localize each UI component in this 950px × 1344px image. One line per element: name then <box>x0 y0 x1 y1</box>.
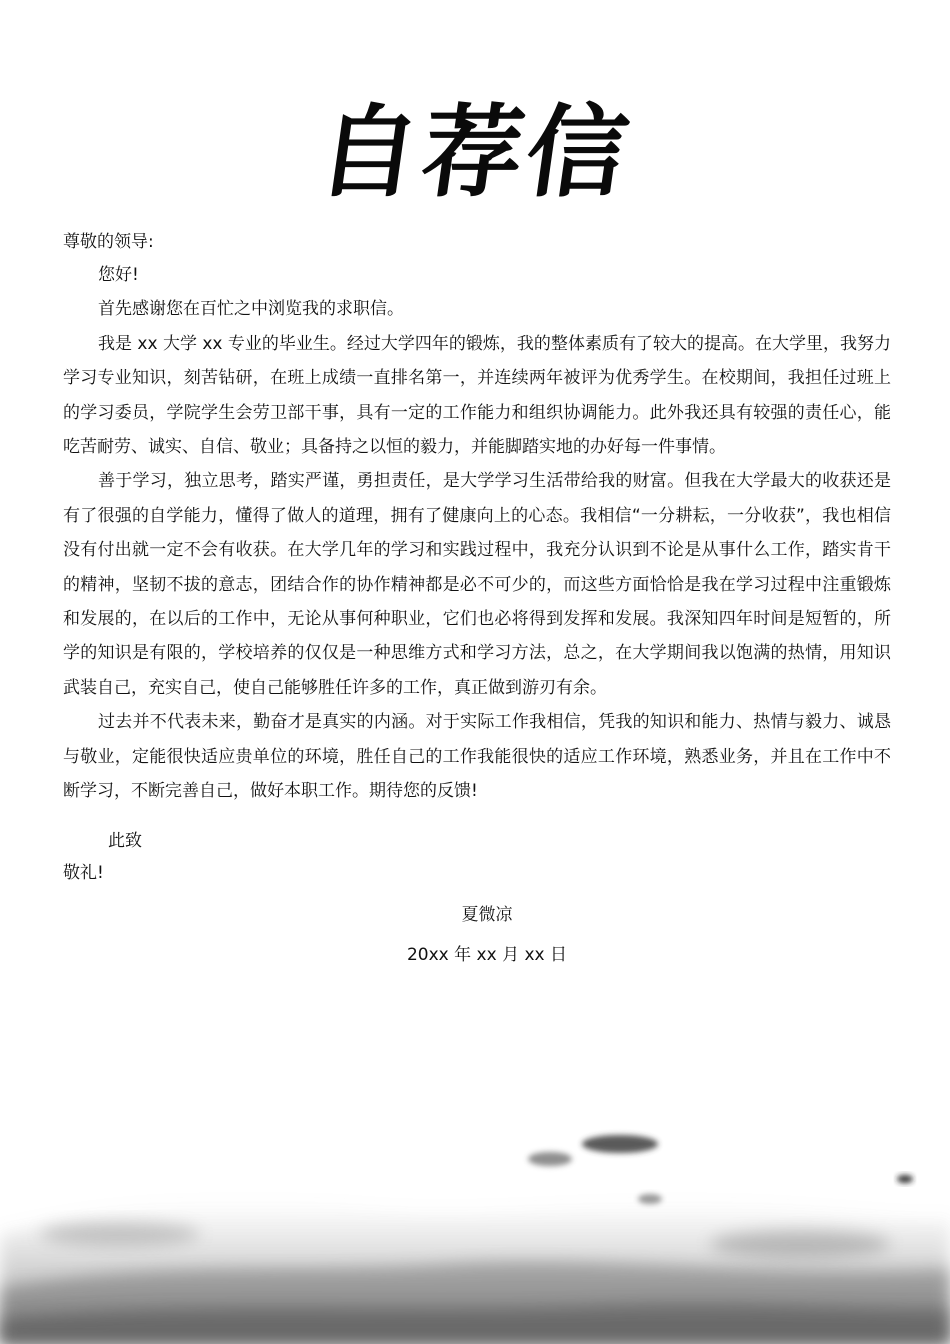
closing-line-1: 此致 <box>108 830 142 851</box>
ink-wash-decoration <box>0 1084 950 1344</box>
paragraph-2: 我是 xx 大学 xx 专业的毕业生。经过大学四年的锻炼，我的整体素质有了较大的提高。在大学里，我努力学习专业知识，刻苦钻研，在班上成绩一直排名第一，并连续两年被评为优秀学生。在校期间，我担任过班上的学习委员，学院学生会劳卫部干事，具有一定的工作能力和组织协调能力。此外我还具有较强的责任心，能吃苦耐劳、诚实、自信、敬业；具备持之以恒的毅力，并能脚踏实地的办好每一件事情。 <box>63 333 891 458</box>
letter-title: 自荐信 <box>310 93 640 211</box>
paragraph-4: 过去并不代表未来，勤奋才是真实的内涵。对于实际工作我相信，凭我的知识和能力、热情与毅力、诚恳与敬业，定能很快适应贵单位的环境，胜任自己的工作我能很快的适应工作环境，熟悉业务，并且在工作中不断学习，不断完善自己，做好本职工作。期待您的反馈! <box>63 712 891 802</box>
paragraph-3: 善于学习，独立思考，踏实严谨，勇担责任，是大学学习生活带给我的财富。但我在大学最大的收获还是有了很强的自学能力，懂得了做人的道理，拥有了健康向上的心态。我相信“一分耕耘，一分收获”，我也相信没有付出就一定不会有收获。在大学几年的学习和实践过程中，我充分认识到不论是从事什么工作，踏实肯干的精神，坚韧不拔的意志，团结合作的协作精神都是必不可少的，而这些方面恰恰是我在学习过程中注重锻炼和发展的，在以后的工作中，无论从事何种职业，它们也必将得到发挥和发展。我深知四年时间是短暂的，所学的知识是有限的，学校培养的仅仅是一种思维方式和学习方法，总之，在大学期间我以饱满的热情，用知识武装自己，充实自己，使自己能够胜任许多的工作，真正做到游刃有余。 <box>63 471 891 698</box>
greeting: 您好! <box>98 265 139 285</box>
signature-name: 夏微凉 <box>461 904 513 925</box>
letter-body <box>63 225 891 978</box>
salutation: 尊敬的领导: <box>63 232 154 252</box>
closing-line-2: 敬礼! <box>63 862 104 883</box>
signature-date: 20xx 年 xx 月 xx 日 <box>406 944 567 965</box>
paragraph-1: 首先感谢您在百忙之中浏览我的求职信。 <box>98 299 404 320</box>
